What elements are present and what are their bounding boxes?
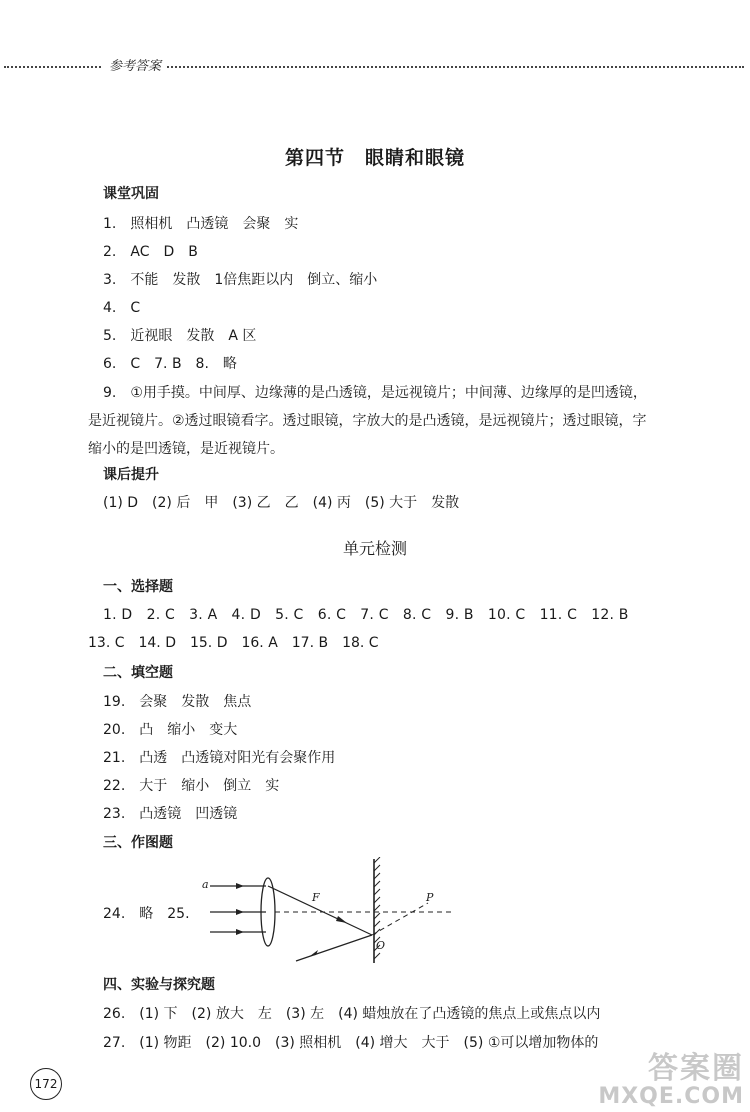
arrow — [236, 883, 244, 889]
answer-line: 19. 会聚 发散 焦点 — [103, 694, 252, 710]
answer-line: 4. C — [103, 300, 141, 316]
answer-line: 23. 凸透镜 凹透镜 — [103, 806, 238, 822]
label-a: a — [202, 878, 209, 891]
running-header: 参考答案 — [103, 55, 167, 74]
answer-line: 是近视镜片。②透过眼镜看字。透过眼镜，字放大的是凸透镜，是远视镜片；透过眼镜，字 — [88, 413, 647, 429]
after-class-heading: 课后提升 — [103, 467, 159, 483]
section-title: 第四节 眼睛和眼镜 — [284, 147, 465, 169]
answer-line: 缩小的是凹透镜，是近视镜片。 — [88, 441, 284, 457]
answer-line: (1) D (2) 后 甲 (3) 乙 乙 (4) 丙 (5) 大于 发散 — [103, 495, 460, 511]
arrow — [336, 916, 347, 923]
part3-heading: 三、作图题 — [103, 835, 173, 851]
answer-line: 26. (1) 下 (2) 放大 左 (3) 左 (4) 蜡烛放在了凸透镜的焦点上或焦点以内 — [103, 1006, 601, 1022]
answer-line: 3. 不能 发散 1倍焦距以内 倒立、缩小 — [103, 272, 378, 288]
watermark-line2: MXQE.COM — [598, 1083, 744, 1109]
answer-line: 9. ①用手摸。中间厚、边缘薄的是凸透镜，是远视镜片；中间薄、边缘厚的是凹透镜， — [103, 385, 647, 401]
unit-test-title: 单元检测 — [342, 539, 407, 558]
answer-line: 22. 大于 缩小 倒立 实 — [103, 778, 280, 794]
answer-line: 21. 凸透 凸透镜对阳光有会聚作用 — [103, 750, 336, 766]
part4-heading: 四、实验与探究题 — [103, 977, 215, 993]
answer-line: 6. C 7. B 8. 略 — [103, 356, 237, 372]
part2-heading: 二、填空题 — [103, 665, 173, 681]
label-P: P — [426, 891, 434, 904]
page-number: 172 — [30, 1068, 62, 1100]
extension-line — [372, 903, 428, 935]
answer-line: 20. 凸 缩小 变大 — [103, 722, 238, 738]
arrow — [310, 950, 318, 956]
answer-line: 2. AC D B — [103, 244, 198, 260]
arrow — [236, 929, 244, 935]
reflected-ray — [296, 935, 372, 961]
answer-line: 24. 略 25. — [103, 906, 190, 922]
watermark — [598, 1053, 744, 1108]
answer-line: 13. C 14. D 15. D 16. A 17. B 18. C — [88, 635, 379, 651]
label-F: F — [312, 891, 320, 904]
answer-line: 1. D 2. C 3. A 4. D 5. C 6. C 7. C 8. C 9. B 10. C 11. C 12. B — [103, 607, 629, 623]
part1-heading: 一、选择题 — [103, 579, 173, 595]
answer-line: 5. 近视眼 发散 A 区 — [103, 328, 257, 344]
label-O: O — [376, 939, 386, 952]
classroom-heading: 课堂巩固 — [103, 186, 159, 202]
answer-line: 27. (1) 物距 (2) 10.0 (3) 照相机 (4) 增大 大于 (5) ①可以增加物体的 — [103, 1035, 599, 1051]
arrow — [236, 909, 244, 915]
answer-line: 1. 照相机 凸透镜 会聚 实 — [103, 216, 299, 232]
lens-mirror-diagram — [200, 857, 460, 967]
watermark-line1: 答案圈 — [648, 1051, 744, 1087]
refracted-ray — [268, 886, 372, 935]
